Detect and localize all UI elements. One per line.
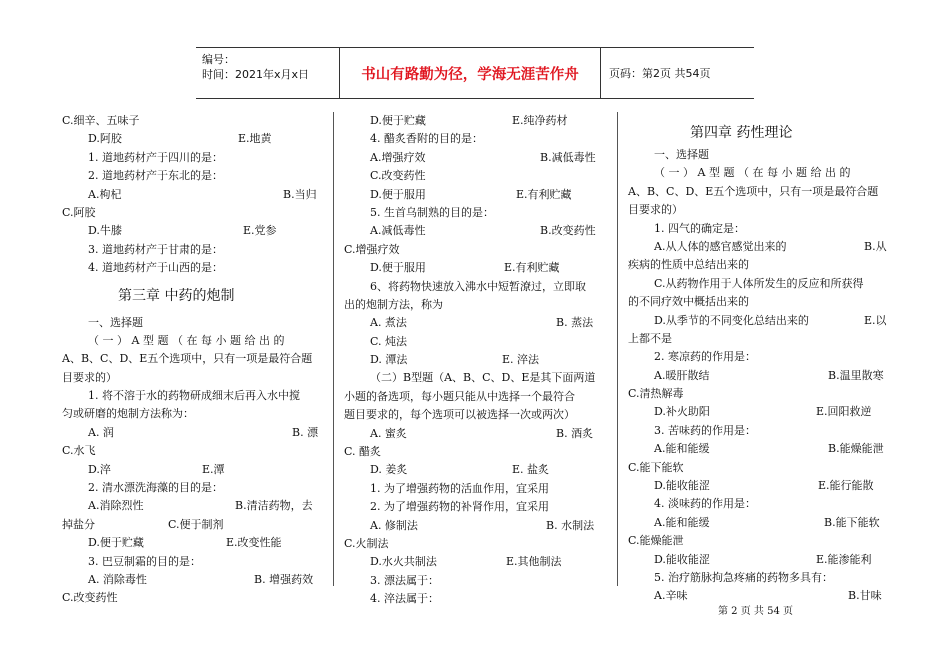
column-divider — [617, 112, 618, 586]
option-text: D.阿胶 — [88, 132, 122, 146]
option-text: A.枸杞 — [88, 187, 122, 201]
option-line — [344, 259, 606, 277]
question: 3. 道地药材产于甘肃的是： — [88, 242, 223, 256]
text-line: A、B、C、D、E五个选项中，只有一项是最符合题 — [628, 184, 879, 198]
text-line: C.细辛、五味子 — [62, 114, 140, 127]
text-line: 匀或研磨的炮制方法称为： — [62, 407, 194, 421]
option-text: B. 蒸法 — [556, 316, 594, 330]
question: 2. 为了增强药物的补肾作用，宜采用 — [370, 500, 549, 514]
option-line — [628, 514, 890, 532]
option-line — [62, 534, 322, 552]
option-text: A.减低毒性 — [370, 224, 426, 238]
question: 3. 苦味药的作用是： — [654, 423, 756, 437]
option-text: B.能下能软 — [824, 515, 880, 529]
option-text: B.减低毒性 — [540, 150, 596, 164]
option-text: D.能收能涩 — [654, 479, 710, 493]
question: 4. 道地药材产于山西的是： — [88, 261, 223, 275]
option-text: A. 修制法 — [370, 518, 418, 532]
option-text: B.当归 — [283, 187, 317, 201]
text-line: （一）A型题（在每小题给出的 — [88, 333, 288, 347]
text-line: C.增强疗效 — [344, 242, 400, 256]
option-line — [344, 314, 606, 332]
option-line — [628, 403, 890, 421]
option-text: A. 煮法 — [370, 316, 407, 330]
option-text: A. 消除毒性 — [88, 572, 147, 586]
option-text: D.淬 — [88, 462, 111, 476]
option-text: B.改变药性 — [540, 224, 596, 238]
text-line: A、B、C、D、E五个选项中，只有一项是最符合题 — [62, 352, 313, 366]
option-line — [62, 186, 322, 204]
option-line — [344, 149, 606, 167]
question: 5. 治疗筋脉拘急疼痛的药物多具有： — [654, 570, 833, 584]
option-text: E.纯净药材 — [512, 114, 568, 127]
text-line: C.能下能软 — [628, 460, 684, 474]
option-text: D.从季节的不同变化总结出来的 — [654, 313, 809, 327]
question: 4. 淡味药的作用是： — [654, 497, 756, 511]
column-3 — [628, 120, 890, 606]
option-text: 掉盐分 — [62, 517, 95, 531]
option-text: B. 水制法 — [546, 518, 595, 532]
option-text: D. 姜炙 — [370, 463, 408, 477]
question: 3. 巴豆制霜的目的是： — [88, 554, 201, 568]
option-text: E.改变性能 — [226, 536, 282, 550]
text-line: 目要求的） — [628, 203, 683, 217]
text-line: C.清热解毒 — [628, 387, 684, 401]
option-text: E.其他制法 — [506, 555, 562, 569]
text-line: 题目要求的，每个选项可以被选择一次或两次） — [344, 408, 575, 422]
option-line — [344, 461, 606, 479]
option-line — [62, 222, 322, 240]
text-line: C.改变药性 — [370, 169, 426, 183]
option-line — [344, 186, 606, 204]
question: 4. 淬法属于： — [370, 592, 439, 606]
page-header — [196, 47, 754, 99]
option-text: E.以 — [864, 313, 887, 327]
option-line — [62, 424, 322, 442]
question: 4. 醋炙香附的目的是： — [370, 132, 483, 146]
option-text: A. 蜜炙 — [370, 426, 407, 440]
number-label: 编号： — [202, 53, 235, 66]
question: 5. 生首乌制熟的目的是： — [370, 205, 494, 219]
section-heading: 一、选择题 — [88, 315, 143, 329]
option-text: E.党参 — [243, 224, 277, 238]
option-text: B. 漂 — [292, 425, 319, 439]
option-line — [344, 351, 606, 369]
option-text: D.便于贮藏 — [370, 114, 426, 127]
question: 1. 为了增强药物的活血作用，宜采用 — [370, 481, 549, 495]
option-text: E.回阳救逆 — [816, 405, 872, 419]
section-heading: 一、选择题 — [654, 148, 709, 161]
option-text: A. 润 — [88, 425, 114, 439]
option-text: A.暖肝散结 — [654, 368, 710, 382]
option-text: D.水火共制法 — [370, 555, 437, 569]
option-line — [62, 130, 322, 148]
option-text: E.能渗能利 — [816, 552, 872, 566]
chapter-title: 第三章 中药的炮制 — [118, 287, 235, 304]
option-text: D.便于服用 — [370, 261, 426, 275]
option-text: E.有利贮藏 — [504, 261, 560, 275]
page-label: 页码：第2页 共54页 — [609, 67, 711, 80]
chapter-title: 第四章 药性理论 — [690, 125, 793, 141]
option-text: E.有利贮藏 — [516, 187, 572, 201]
text-line: C. 醋炙 — [344, 445, 382, 459]
question: 3. 漂法属于： — [370, 573, 439, 587]
option-text: E.能行能散 — [818, 479, 874, 493]
text-line: C.改变药性 — [62, 591, 118, 605]
question: 2. 道地药材产于东北的是： — [88, 169, 223, 183]
option-line — [628, 477, 890, 495]
option-text: C.便于制剂 — [168, 517, 224, 531]
option-text: D.便于贮藏 — [88, 536, 144, 550]
option-text: B. 增强药效 — [254, 572, 314, 586]
text-line: C.火制法 — [344, 536, 389, 550]
text-line: C.能燥能泄 — [628, 534, 684, 548]
text-line: 的不同疗效中概括出来的 — [628, 295, 749, 309]
date-label: 时间：2021年x月x日 — [202, 68, 310, 81]
text-line: （一）A型题（在每小题给出的 — [654, 166, 854, 180]
option-text: B.清洁药物，去 — [235, 499, 313, 513]
question: 2. 寒凉药的作用是： — [654, 350, 756, 364]
option-text: D.补火助阳 — [654, 405, 710, 419]
option-line — [344, 112, 606, 130]
option-text: A.辛味 — [654, 589, 688, 603]
option-line — [344, 517, 606, 535]
text-line: C. 炖法 — [370, 334, 408, 348]
question: 6、将药物快速放入沸水中短暂潦过，立即取 — [370, 279, 586, 293]
text-line: 小题的备选项，每小题只能从中选择一个最符合 — [344, 389, 575, 403]
option-text: D.牛膝 — [88, 224, 122, 238]
option-line — [344, 553, 606, 571]
option-line — [628, 440, 890, 458]
question: 1. 四气的确定是： — [654, 221, 745, 235]
option-text: B.温里散寒 — [828, 368, 884, 382]
option-line — [628, 551, 890, 569]
option-text: A.增强疗效 — [370, 150, 426, 164]
option-text: E.地黄 — [238, 132, 272, 146]
option-text: A.能和能缓 — [654, 442, 710, 456]
column-1 — [62, 112, 322, 608]
option-line — [628, 312, 890, 330]
text-line: C.阿胶 — [62, 205, 96, 219]
option-text: B.能燥能泄 — [828, 442, 884, 456]
question: 2. 清水漂洗海藻的目的是： — [88, 481, 223, 495]
option-text: D.能收能涩 — [654, 552, 710, 566]
option-text: B. 酒炙 — [556, 426, 594, 440]
option-text: A.消除烈性 — [88, 499, 144, 513]
text-line: C.水飞 — [62, 444, 96, 458]
option-line — [62, 497, 322, 515]
option-text: E. 淬法 — [502, 353, 540, 367]
option-line — [62, 516, 322, 534]
option-text: D.便于服用 — [370, 187, 426, 201]
page-footer: 第 2 页 共 54 页 — [718, 606, 793, 617]
text-line: 目要求的） — [62, 370, 117, 384]
header-meta — [196, 48, 340, 98]
question: 1. 将不溶于水的药物研成细末后再入水中搅 — [88, 389, 300, 403]
option-text: B.甘味 — [848, 589, 882, 603]
column-divider — [333, 112, 334, 586]
text-line: 出的炮制方法，称为 — [344, 297, 443, 311]
option-line — [344, 222, 606, 240]
motto: 书山有路勤为径，学海无涯苦作舟 — [340, 48, 601, 98]
option-text: B.从 — [864, 239, 887, 253]
question: 1. 道地药材产于四川的是： — [88, 150, 223, 164]
text-line: 疾病的性质中总结出来的 — [628, 258, 749, 272]
option-text: D. 潭法 — [370, 353, 408, 367]
option-text: A.从人体的感官感觉出来的 — [654, 239, 787, 253]
option-text: E. 盐炙 — [512, 463, 550, 477]
text-line: （二）B型题（A、B、C、D、E是其下面两道 — [370, 371, 596, 385]
option-line — [344, 425, 606, 443]
option-line — [628, 367, 890, 385]
option-text: E.潭 — [202, 462, 225, 476]
text-line: C.从药物作用于人体所发生的反应和所获得 — [654, 276, 864, 290]
option-line — [62, 461, 322, 479]
option-line — [628, 238, 890, 256]
option-line — [62, 571, 322, 589]
column-2 — [344, 112, 606, 609]
option-text: A.能和能缓 — [654, 515, 710, 529]
text-line: 上都不是 — [628, 331, 672, 345]
